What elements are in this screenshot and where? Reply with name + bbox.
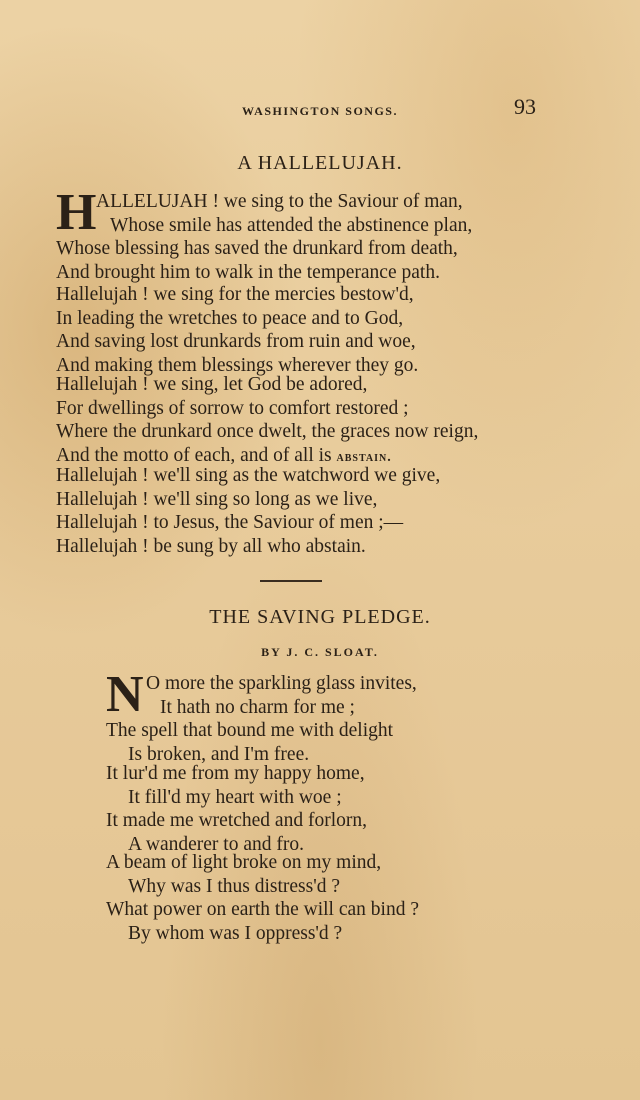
verse-line: Whose blessing has saved the drunkard from death, [56, 238, 458, 259]
stanza-3 [56, 373, 478, 469]
verse-text: And the motto of each, and of all is [56, 444, 332, 466]
drop-cap-h: H [56, 184, 97, 241]
running-head: WASHINGTON SONGS. [242, 104, 398, 118]
stanza-1 [56, 184, 473, 284]
stanza-1 [106, 666, 417, 766]
stanza-2 [106, 762, 367, 856]
stanza-2 [56, 283, 418, 377]
author-byline: BY J. C. SLOAT. [261, 645, 379, 659]
drop-cap-n: N [106, 666, 144, 723]
verse-line: ALLELUJAH ! we sing to the Saviour of man, [96, 191, 463, 212]
verse-line: Hallelujah ! we'll sing as the watchword we give, [56, 465, 441, 486]
stanza-4 [56, 464, 440, 558]
verse-line: Is broken, and I'm free. [128, 743, 310, 765]
verse-line: It hath no charm for me ; [160, 696, 355, 718]
verse-line: O more the sparkling glass invites, [146, 673, 417, 694]
verse-line: Hallelujah ! we'll sing so long as we live, [56, 488, 378, 510]
verse-line: And saving lost drunkards from ruin and woe, [56, 331, 416, 352]
verse-line: Hallelujah ! to Jesus, the Saviour of men ;— [56, 512, 404, 533]
emphasis-word: abstain. [336, 449, 392, 465]
verse-line: Hallelujah ! we sing, let God be adored, [56, 374, 368, 395]
verse-line: The spell that bound me with delight [106, 720, 394, 741]
verse-line: By whom was I oppress'd ? [128, 922, 343, 944]
verse-line: It made me wretched and forlorn, [106, 810, 367, 831]
verse-line: And brought him to walk in the temperance path. [56, 261, 440, 283]
verse-line: Whose smile has attended the abstinence plan, [110, 214, 473, 236]
verse-line: Hallelujah ! be sung by all who abstain. [56, 535, 366, 557]
verse-line: For dwellings of sorrow to comfort restored ; [56, 397, 409, 419]
poem-title-saving-pledge: THE SAVING PLEDGE. [209, 606, 431, 628]
verse-line: It lur'd me from my happy home, [106, 763, 365, 784]
poem-title-hallelujah: A HALLELUJAH. [237, 152, 403, 174]
verse-line: What power on earth the will can bind ? [106, 899, 419, 920]
stanza-3 [106, 851, 419, 945]
verse-line: Hallelujah ! we sing for the mercies bestow'd, [56, 284, 414, 305]
verse-line: Where the drunkard once dwelt, the graces now reign, [56, 421, 479, 442]
section-divider [260, 580, 322, 582]
page-number: 93 [514, 94, 536, 119]
verse-line: Why was I thus distress'd ? [128, 875, 341, 897]
verse-line: In leading the wretches to peace and to God, [56, 307, 404, 329]
verse-line: A wanderer to and fro. [128, 833, 304, 855]
verse-line: A beam of light broke on my mind, [106, 852, 382, 873]
verse-line: It fill'd my heart with woe ; [128, 786, 342, 808]
verse-line: And making them blessings wherever they go. [56, 354, 419, 376]
